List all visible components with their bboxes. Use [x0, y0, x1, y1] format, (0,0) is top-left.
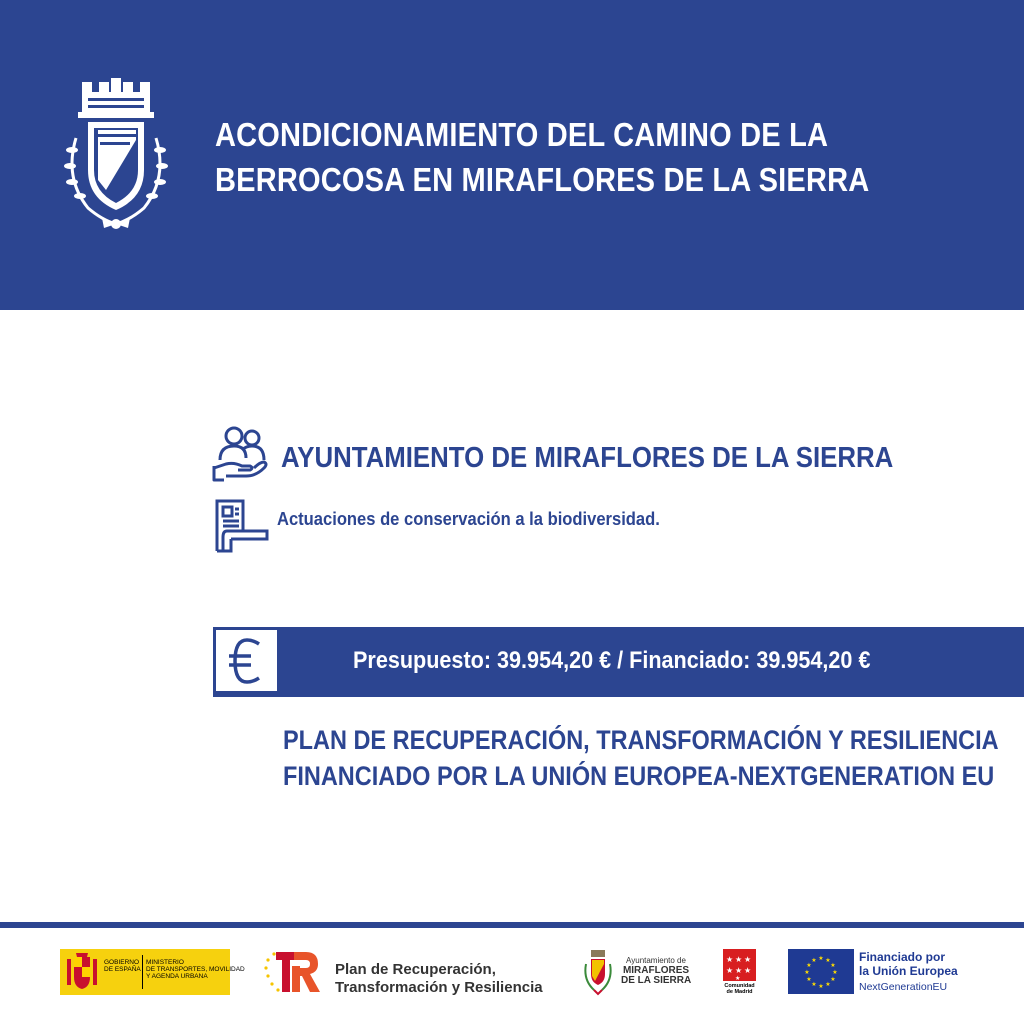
gobierno-line-1: GOBIERNO [104, 959, 140, 966]
svg-text:★: ★ [735, 975, 741, 981]
svg-text:★: ★ [806, 976, 812, 983]
title-line-1: ACONDICIONAMIENTO DEL CAMINO DE LA [215, 116, 829, 153]
svg-text:★: ★ [818, 955, 824, 962]
entity-name: AYUNTAMIENTO DE MIRAFLORES DE LA SIERRA [281, 442, 894, 474]
svg-text:★: ★ [811, 981, 817, 988]
people-hand-icon [212, 424, 272, 482]
gobierno-separator [142, 955, 143, 989]
plan-line-2: FINANCIADO POR LA UNIÓN EUROPEA-NEXTGENERATION EU [283, 761, 995, 791]
svg-text:★: ★ [726, 955, 734, 964]
comunidad-madrid-label: Comunidad de Madrid [724, 983, 755, 995]
svg-text:★: ★ [832, 969, 838, 976]
header-banner [0, 0, 1024, 310]
eu-flag-icon [788, 949, 854, 994]
ayuntamiento-label-big: MIRAFLORES DE LA SIERRA [621, 965, 692, 986]
svg-text:★: ★ [744, 966, 752, 975]
eu-financiado-label: Financiado por la Unión Europea [859, 950, 958, 978]
action-description: Actuaciones de conservación a la biodiversidad. [277, 509, 660, 529]
svg-text:★: ★ [818, 983, 824, 990]
page-title [215, 112, 910, 202]
plan-line-1: PLAN DE RECUPERACIÓN, TRANSFORMACIÓN Y RESILIENCIA [283, 725, 999, 755]
svg-text:★: ★ [806, 962, 812, 969]
svg-text:★: ★ [825, 957, 831, 964]
euro-icon-box [216, 630, 277, 691]
comunidad-madrid-logo [723, 949, 756, 981]
gobierno-espana-logo [60, 949, 245, 995]
svg-text:★: ★ [804, 969, 810, 976]
plan-recuperacion-logo-icon [262, 946, 322, 998]
svg-text:★: ★ [744, 955, 752, 964]
svg-text:★: ★ [735, 955, 743, 964]
ministerio-label: MINISTERIO DE TRANSPORTES, MOVILIDAD Y AGENDA URBANA [146, 959, 245, 980]
eu-nextgen-label: NextGenerationEU [859, 981, 948, 993]
gobierno-label [104, 959, 141, 973]
municipal-crest-icon [58, 78, 174, 234]
ayuntamiento-label-small: Ayuntamiento de [626, 956, 686, 965]
svg-text:★: ★ [825, 981, 831, 988]
spain-coat-of-arms-icon [65, 953, 99, 991]
plan-recuperacion-label: Plan de Recuperación, Transformación y Resiliencia [335, 961, 543, 996]
plan-statement [283, 722, 999, 794]
document-icon [213, 497, 271, 553]
svg-text:★: ★ [830, 962, 836, 969]
euro-icon [225, 636, 269, 686]
svg-text:★: ★ [811, 957, 817, 964]
madrid-stars-icon [723, 949, 756, 981]
svg-text:★: ★ [735, 966, 743, 975]
gobierno-line-2: DE ESPAÑA [104, 966, 141, 973]
budget-bar [213, 627, 1024, 697]
title-line-2: BERROCOSA EN MIRAFLORES DE LA SIERRA [215, 161, 870, 198]
footer-divider [0, 922, 1024, 928]
svg-text:★: ★ [830, 976, 836, 983]
ayuntamiento-crest-icon [582, 948, 614, 996]
budget-text: Presupuesto: 39.954,20 € / Financiado: 39.954,20 € [353, 647, 871, 674]
svg-text:★: ★ [726, 966, 734, 975]
